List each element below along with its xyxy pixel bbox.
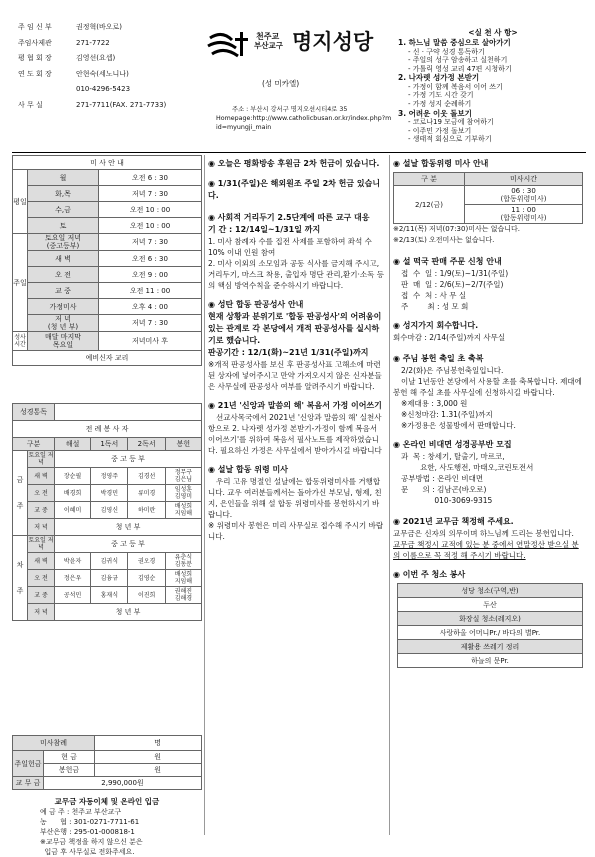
notice-distancing-period: 기 간 : 12/14일~1/31일 까지: [208, 225, 321, 234]
practice-item: - 가정이 함께 복음서 이어 쓰기: [408, 82, 503, 91]
mass-day: 수,금: [28, 202, 99, 218]
server-name: 하미란: [128, 502, 165, 519]
info-value: 권정혁(바오로): [76, 23, 123, 31]
server-name: 이혜미: [55, 502, 91, 519]
cleaning-row: [398, 584, 583, 598]
notice-gospel-title: ◉ 21년 '신앙과 말씀의 해' 복음서 가정 이어쓰기: [208, 401, 382, 410]
memorial-row: [394, 186, 583, 205]
memorial-mass-title: ◉ 설날 합동위령 미사 안내: [393, 159, 489, 168]
info-row: [18, 36, 198, 52]
servers-mass: 새 벽: [28, 553, 55, 570]
notice-peace-broadcast: ◉ 오늘은 평화방송 후원금 2차 헌금이 있습니다.: [208, 159, 380, 168]
practice-heading: 3. 어려운 이웃 돌보기: [398, 108, 472, 118]
mass-weekday-row: [13, 218, 202, 234]
practice-item: - 코로나19 모금에 참여하기: [408, 118, 494, 127]
notice-overseas-aid: ◉ 1/31(주일)은 해외원조 주일 2차 헌금 있습니다.: [208, 179, 381, 200]
practice-item: - 생태적 회심으로 기부하기: [408, 135, 492, 144]
cleaning-cell: 제활용 쓰레기 정리: [398, 640, 583, 654]
servers-row: [13, 587, 202, 604]
ricecake-line: 접 수 처 : 사 무 실: [401, 291, 467, 300]
mass-day: 오 전: [28, 267, 99, 283]
server-name: 이진희: [128, 587, 165, 604]
mass-time: 저녁 7 : 30: [99, 186, 202, 202]
servers-merged: 청 년 부: [55, 519, 202, 536]
mass-weekday-row: [13, 202, 202, 218]
patron-saint: (성 미카엘): [262, 79, 300, 88]
tithe-notice-body: 교무금은 신자의 의무이며 하느님께 드리는 봉헌입니다.: [393, 529, 574, 538]
info-key: 주임사제관: [18, 38, 52, 47]
mass-day: 교 중: [28, 283, 99, 299]
server-name: 김영신: [91, 502, 128, 519]
mass-time: 오전 10 : 00: [99, 218, 202, 234]
mass-schedule: [12, 155, 202, 366]
server-name: 배성희 지임해: [165, 502, 201, 519]
server-name: 유춘식 김동분: [165, 553, 201, 570]
info-value: 271-7722: [76, 38, 110, 47]
mass-day: 화,목: [28, 186, 99, 202]
info-key: 평 협 회 장: [18, 54, 52, 62]
practice-item: - 이주민 가정 돌보기: [408, 126, 472, 135]
server-name: 김영순: [128, 570, 165, 587]
memorial-col-head: 미사시간: [465, 173, 583, 186]
bible-study-line: 과 목 : 창세기, 탈출기, 마르코,: [401, 452, 505, 461]
servers-row: [13, 502, 202, 519]
confession-day: 매달 마지막 목요일: [28, 332, 99, 351]
distancing-rule: 2. 미사 이외의 소모임과 공동 식사를 금지해 주시고, 거리두기, 마스크 착용, 출입자 명단 관리,환기·소독 등의 핵심 방역수칙을 준수하시기 바랍니다.: [208, 259, 384, 290]
mass-title-row: [13, 156, 202, 170]
cleaning-cell: 두산: [398, 598, 583, 612]
cleaning-row: [398, 640, 583, 654]
servers-mass: 교 중: [28, 587, 55, 604]
info-value: 안현숙(세노니나): [76, 69, 129, 78]
confession-label: 성사시간: [13, 332, 28, 351]
memorial-time: 11 : 00 (합동위령미사): [465, 205, 583, 224]
cleaning-cell: 화장실 청소(레지오): [398, 612, 583, 626]
servers-mass: 새 벽: [28, 468, 55, 485]
server-name: 장순필: [55, 468, 91, 485]
distancing-rule: 1. 미사 참례자 수를 집전 사제를 포함하여 좌석 수 10% 이내 인원 참여: [208, 237, 372, 257]
info-row: [18, 67, 198, 83]
server-name: 배성희 지임해: [165, 570, 201, 587]
mass-time: 오전 6 : 30: [99, 170, 202, 186]
servers-row: [13, 468, 202, 485]
tithe-row: [13, 777, 202, 790]
candle-blessing-title: ◉ 주님 봉헌 축일 초 축복: [393, 354, 484, 363]
mass-weekday-row: [13, 170, 202, 186]
servers-merged: 중 고 등 부: [55, 451, 202, 468]
catechumen-row: [13, 351, 202, 366]
mass-time: 오전 9 : 00: [99, 267, 202, 283]
notice-memorial-body: 우리 고유 명절인 설날에는 합동위령미사를 거행합니다. 교우 여러분들께서는 돌아가신 부모님, 형제, 친지, 은인들을 위해 설 합동 위령미사를 봉헌하시기 바랍니다.: [208, 477, 382, 519]
bible-study-line: 010-3069-9315: [401, 496, 493, 505]
church-address: 주소 : 부산시 강서구 명지오션시티4로 35: [232, 106, 348, 113]
server-name: 김융규: [91, 570, 128, 587]
attendance-value: 명: [95, 736, 202, 751]
servers-row: [13, 519, 202, 536]
header-info: [18, 20, 198, 113]
mass-time: 저녁 7 : 30: [99, 315, 202, 332]
mass-day: 저 녁 (청 년 부): [28, 315, 99, 332]
donation-value: 원: [95, 764, 202, 777]
server-name: 공석민: [55, 587, 91, 604]
mass-title: 미 사 안 내: [13, 156, 202, 170]
notice-distancing-title: ◉ 사회적 거리두기 2.5단계에 따른 교구 대응: [208, 213, 370, 222]
palm-return-title: ◉ 성지가지 회수합니다.: [393, 321, 479, 330]
servers-title: 전 례 봉 사 자: [13, 421, 202, 438]
memorial-date: 2/12(금): [394, 186, 465, 224]
cleaning-title: ◉ 이번 주 청소 봉사: [393, 570, 466, 579]
practice-item: - 주일의 성구 암송하고 실천하기: [408, 56, 508, 65]
mass-day: 토요일 저녁 (중고등부): [28, 234, 99, 251]
candle-line: 이날 1년동안 본당에서 사용할 초를 축복합니다. 제대에 봉헌 해 주실 초를 사무실에 신청하시길 바랍니다.: [393, 377, 582, 397]
server-name: 박윤자: [55, 553, 91, 570]
mass-sunday-row: [13, 251, 202, 267]
attendance-row: [13, 736, 202, 751]
info-row: [18, 20, 198, 36]
info-row: [18, 82, 198, 98]
server-name: 홍재식: [91, 587, 128, 604]
info-value: 271-7711(FAX. 271-7733): [76, 100, 167, 109]
notice-memorial-title: ◉ 설날 합동 위령 미사: [208, 465, 288, 474]
memorial-time: 06 : 30 (합동위령미사): [465, 186, 583, 205]
cleaning-row: [398, 626, 583, 640]
servers-mass: 오 전: [28, 570, 55, 587]
mass-time: 저녁 7 : 30: [99, 234, 202, 251]
cleaning-cell: 사랑하올 어머니Pr./ 바다의 별Pr.: [398, 626, 583, 640]
logo-small-top: 천주교: [256, 32, 280, 41]
servers-mass: 토요일 저 녁: [28, 452, 54, 466]
server-name: 권오경: [128, 553, 165, 570]
servers-col-head: 봉헌: [165, 438, 201, 451]
servers-mass: 토요일 저 녁: [28, 537, 54, 551]
servers-title-row: [13, 421, 202, 438]
confession-row: [13, 332, 202, 351]
liturgy-servers: [12, 403, 202, 621]
sunday-label: 주일: [13, 234, 28, 332]
bible-reading-label: 성경통독: [13, 404, 55, 421]
tithe-label: 교 무 금: [13, 777, 44, 790]
tithe-value: 2,990,000원: [44, 777, 202, 790]
notice-confession-body: ※개적 판공성사를 보신 후 판공성사표 고해소에 마련된 상자에 넣어주시고 만약 가져오시지 않은 신자분들은 사무실에 판공성사 여부를 알려주시기 바랍니다.: [208, 360, 382, 391]
bible-reading-value: [55, 404, 202, 421]
mass-sunday-row: [13, 267, 202, 283]
mass-sunday-row: [13, 315, 202, 332]
ricecake-title: ◉ 설 떡국 판매 주문 신청 안내: [393, 257, 502, 266]
memorial-col-head: 구 분: [394, 173, 465, 186]
server-name: 박경민: [91, 485, 128, 502]
servers-row: [13, 570, 202, 587]
servers-mass: 교 중: [28, 502, 55, 519]
notice-confession-title: ◉ 성탄 합동 판공성사 안내: [208, 300, 304, 309]
donation-row: [13, 751, 202, 764]
candle-line: ※가정용은 성물방에서 판매합니다.: [401, 421, 516, 430]
mass-sunday-row: [13, 234, 202, 251]
ricecake-line: 주 최 : 성 모 회: [401, 302, 469, 311]
cleaning-cell: 성당 청소(구역,반): [398, 584, 583, 598]
info-row: [18, 51, 198, 67]
donation-value: 원: [95, 751, 202, 764]
server-name: 김경선: [128, 468, 165, 485]
bank-line: 부산은행 : 295-01-000818-1: [40, 828, 135, 836]
info-row: [18, 98, 198, 114]
bible-study-line: 요한, 사도행전, 마태오,코린토전서: [401, 463, 534, 472]
info-key: 연 도 회 장: [18, 69, 52, 78]
bank-line: 농 협 : 301-0271-7711-61: [40, 818, 140, 826]
palm-return-body: 회수마감 : 2/14(주일)까지 사무실: [393, 333, 506, 342]
server-name: 임성훈 김영미: [165, 485, 201, 502]
servers-merged: 중 고 등 부: [55, 536, 202, 553]
catechumen-label: 예비신자 교리: [13, 351, 202, 366]
servers-col-head: 해설: [55, 438, 91, 451]
mass-sunday-row: [13, 299, 202, 315]
notice-memorial-note: ※ 위령미사 봉헌은 미리 사무실로 접수해 주시기 바랍니다.: [208, 521, 384, 541]
practice-item: - 가톨릭 영성 교리 47편 시청하기: [408, 64, 512, 73]
notice-confession-period: 판공기간 : 12/1(화)~21년 1/31(주일)까지: [208, 348, 369, 357]
servers-row: [13, 451, 202, 468]
church-logo: [206, 26, 384, 70]
week-label: 차 주: [13, 536, 28, 621]
practice-heading: 1. 하느님 말씀 중심으로 살아가기: [398, 38, 511, 47]
info-value: 010-4296-5423: [76, 85, 131, 93]
server-name: 배경희: [55, 485, 91, 502]
servers-merged: 청 년 부: [55, 604, 202, 621]
server-name: 정은우: [55, 570, 91, 587]
practice-heading: 2. 나자렛 성가정 본받기: [398, 73, 480, 83]
mass-weekday-row: [13, 186, 202, 202]
mass-time: 오전 6 : 30: [99, 251, 202, 267]
bible-reading-row: [13, 404, 202, 421]
memorial-head-row: [394, 173, 583, 186]
attendance-label: 미사참례: [13, 736, 95, 751]
bible-study-line: 공부방법 : 온라인 비대면: [401, 474, 484, 483]
mass-sunday-row: [13, 283, 202, 299]
servers-col-head: 2독서: [128, 438, 165, 451]
cleaning-row: [398, 598, 583, 612]
server-name: 권해진 김해경: [165, 587, 201, 604]
server-name: 류미경: [128, 485, 165, 502]
info-key: 주 임 신 부: [18, 23, 52, 31]
donation-kind: 현 금: [44, 751, 95, 764]
right-column: [393, 158, 585, 668]
servers-mass: 저 녁: [28, 519, 55, 536]
church-homepage[interactable]: Homepage:http://www.catholicbusan.or.kr/index.php?mid=myungji_main: [216, 115, 392, 131]
mass-day: 월: [28, 170, 99, 186]
bank-title: 교무금 자동이체 및 온라인 입금: [54, 797, 160, 806]
logo-small-bottom: 부산교구: [254, 41, 283, 50]
finance-box: [12, 735, 202, 857]
cleaning-cell: 하늘의 문Pr.: [398, 654, 583, 668]
mass-day: 새 벽: [28, 251, 99, 267]
middle-column: [208, 158, 386, 542]
bank-line: ※교무금 책정을 하지 않으신 분은: [40, 838, 143, 846]
servers-row: [13, 485, 202, 502]
tithe-notice-title: ◉ 2021년 교무금 책정해 주세요.: [393, 517, 514, 526]
confession-time: 저녁미사 후: [99, 332, 202, 351]
donation-kind: 봉헌금: [44, 764, 95, 777]
server-name: 정영주: [91, 468, 128, 485]
tithe-notice-underline: 교무금 책정시 교적에 있는 분 중에서 연말정산 받으실 분의 이름으로 꼭 적정 해 주시기 바랍니다.: [393, 540, 579, 560]
mass-day: 토: [28, 218, 99, 234]
servers-mass: 오 전: [28, 485, 55, 502]
practice-item: - 가정 기도 시간 갖기: [408, 91, 474, 100]
info-key: 사 무 실: [18, 100, 43, 109]
servers-row: [13, 604, 202, 621]
memorial-note: ※2/11(목) 저녁(07:30)미사는 없습니다.: [393, 225, 520, 233]
church-name: 명지성당: [292, 29, 374, 54]
practice-item: - 가정 성지 순례하기: [408, 99, 472, 108]
practice-box: [398, 28, 588, 144]
servers-mass: 저 녁: [28, 604, 55, 621]
cleaning-row: [398, 612, 583, 626]
servers-col-head: 구분: [13, 438, 55, 451]
weekday-label: 평일: [13, 170, 28, 234]
practice-item: - 신 · 구약 성경 통독하기: [408, 47, 485, 56]
candle-line: ※신청마감: 1.31(주일)까지: [401, 410, 493, 419]
cleaning-row: [398, 654, 583, 668]
bank-line: 예 금 주 : 천주교 부산교구: [40, 808, 122, 816]
servers-row: [13, 553, 202, 570]
servers-col-head: 1독서: [91, 438, 128, 451]
mass-time: 오전 10 : 00: [99, 202, 202, 218]
notice-gospel-body: 선교사목국에서 2021년 '신앙과 말씀의 해' 실천사항으로 2. 나자렛 성가정 본받기-가정이 함께 복음서 이어쓰기'를 위하여 복음서 필사노트를 제작하였습니다. 필요하신 가정은 사무실에서 받아가시길 바랍니다: [208, 413, 382, 455]
server-name: 정무구 김은님: [165, 468, 201, 485]
notice-confession-bold: 현재 상황과 분위기로 '합동 판공성사'의 어려움이 있는 관계로 각 본당에서 개적 판공성사를 실시하기로 했습니다.: [208, 312, 382, 345]
ricecake-line: 판 매 일 : 2/6(토)~2/7(주일): [401, 280, 504, 289]
donation-label: 주일헌금: [13, 751, 44, 777]
bank-line: 입금 후 사무실로 전화주세요.: [40, 848, 135, 856]
candle-line: 2/2(화)은 주님봉헌축일입니다.: [401, 366, 504, 375]
mass-day: 가정미사: [28, 299, 99, 315]
ricecake-line: 접 수 일 : 1/9(토)~1/31(주일): [401, 269, 509, 278]
info-value: 김영선(요셉): [76, 54, 116, 62]
practice-title: <실 천 사 항>: [468, 28, 518, 37]
server-name: 김귀식: [91, 553, 128, 570]
bible-study-line: 문 의 : 김남곤(바오로): [401, 485, 487, 494]
bible-study-title: ◉ 온라인 비대면 성경공부반 모집: [393, 440, 512, 449]
candle-line: ※제대용 : 3,000 원: [401, 399, 468, 408]
servers-row: [13, 536, 202, 553]
servers-header-row: [13, 438, 202, 451]
mass-time: 오전 11 : 00: [99, 283, 202, 299]
week-label: 금 주: [13, 451, 28, 536]
mass-time: 오후 4 : 00: [99, 299, 202, 315]
memorial-note: ※2/13(토) 오전미사는 없습니다.: [393, 236, 495, 244]
church-logo-icon: [206, 30, 254, 60]
